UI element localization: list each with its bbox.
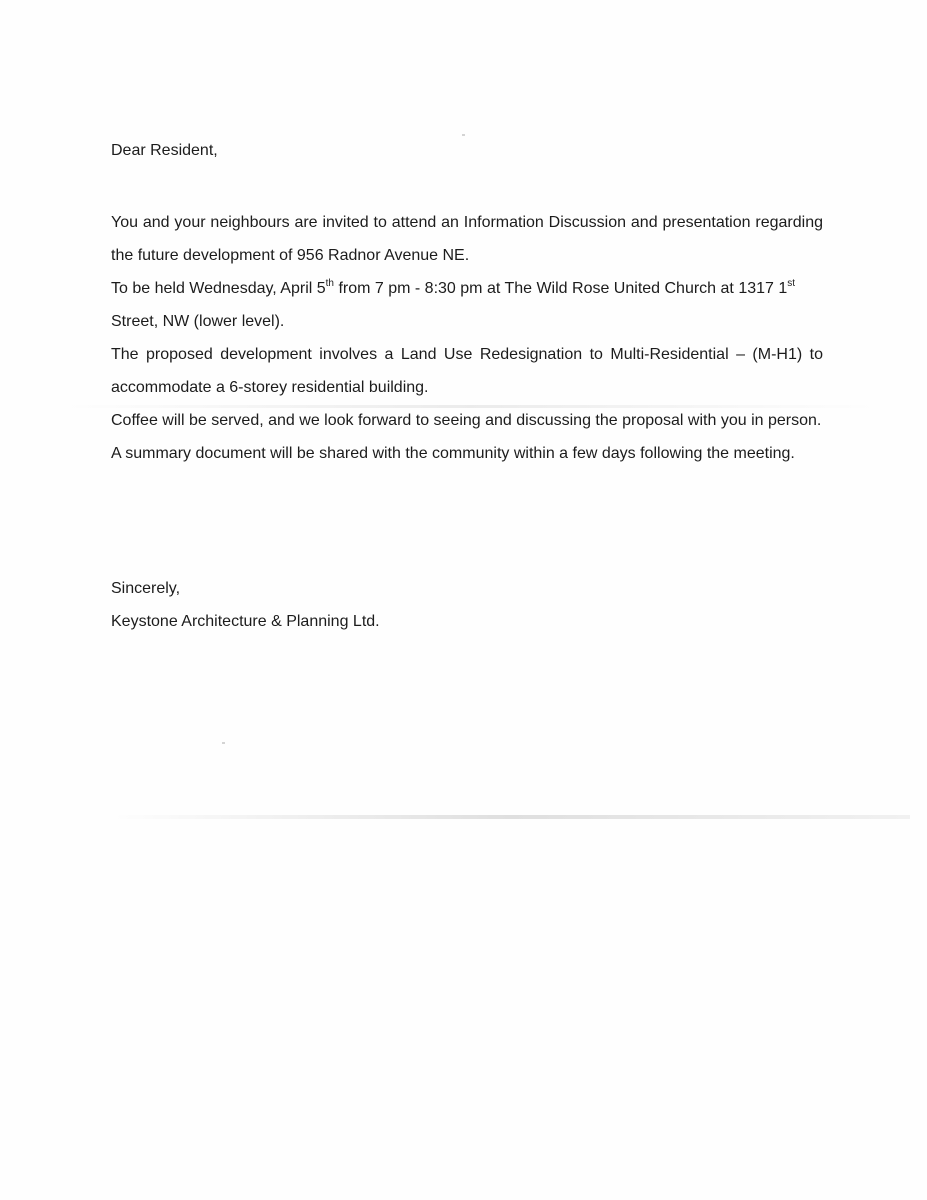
scan-streak <box>110 815 910 819</box>
invitation-paragraph: You and your neighbours are invited to attend an Information Discussion and presentation regarding the future development of 956 Radnor Avenue NE. <box>111 214 823 264</box>
date-ordinal-suffix: th <box>325 278 334 289</box>
event-date-text: To be held Wednesday, April 5 <box>111 280 326 297</box>
proposal-paragraph: The proposed development involves a Land Use Redesignation to Multi-Residential – (M-H1) to accommodate a 6-storey residential building. <box>111 346 823 396</box>
letter-body <box>111 206 823 470</box>
summary-paragraph: A summary document will be shared with the community within a few days following the meeting. <box>111 445 795 462</box>
signature-company: Keystone Architecture & Planning Ltd. <box>111 613 380 630</box>
street-ordinal-suffix: st <box>787 278 796 289</box>
salutation: Dear Resident, <box>111 142 218 159</box>
letter-content <box>111 140 823 630</box>
letter-closing <box>111 572 380 638</box>
event-time-location-text: from 7 pm - 8:30 pm at The Wild Rose United Church at 1317 1 <box>334 280 788 297</box>
scan-speck <box>222 742 225 744</box>
event-street-text: Street, NW (lower level). <box>111 313 285 330</box>
coffee-paragraph: Coffee will be served, and we look forward to seeing and discussing the proposal with you in person. <box>111 412 822 429</box>
signoff: Sincerely, <box>111 580 181 597</box>
event-details-paragraph <box>111 272 823 338</box>
scan-speck <box>462 134 465 136</box>
